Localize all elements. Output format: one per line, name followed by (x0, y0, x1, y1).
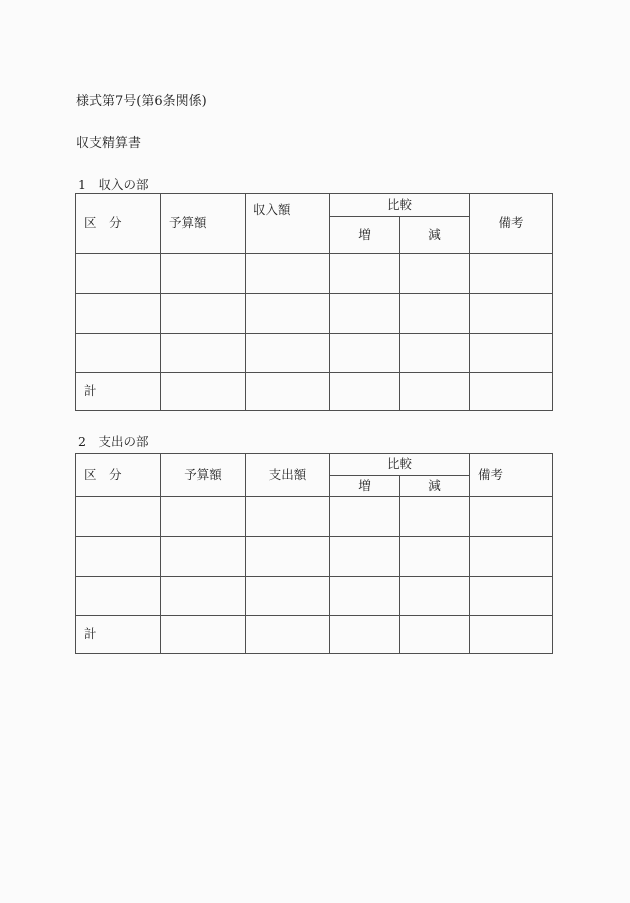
income-header-comparison: 比較 (330, 194, 470, 217)
income-header-decrease: 減 (400, 217, 470, 254)
empty-cell (246, 577, 330, 616)
income-header-budget: 予算額 (161, 194, 246, 254)
empty-cell (246, 294, 330, 334)
expense-header-remarks: 備考 (470, 454, 553, 497)
income-header-amount: 収入額 (246, 194, 330, 254)
empty-cell (76, 254, 161, 294)
empty-cell (470, 577, 553, 616)
income-total-label-cell: 計 (76, 373, 161, 411)
empty-cell (161, 577, 246, 616)
empty-cell (76, 537, 161, 577)
empty-cell (470, 373, 553, 411)
empty-cell (161, 254, 246, 294)
empty-cell (400, 497, 470, 537)
expense-total-label-cell: 計 (76, 616, 161, 654)
expense-empty-row (76, 537, 553, 577)
empty-cell (246, 497, 330, 537)
expense-header-decrease: 減 (400, 476, 470, 497)
empty-cell (161, 616, 246, 654)
expense-empty-row (76, 497, 553, 537)
income-table (75, 193, 553, 411)
expense-empty-row (76, 577, 553, 616)
empty-cell (76, 334, 161, 373)
expense-header-comparison: 比較 (330, 454, 470, 476)
empty-cell (76, 497, 161, 537)
empty-cell (470, 254, 553, 294)
empty-cell (470, 294, 553, 334)
expense-header-increase: 増 (330, 476, 400, 497)
empty-cell (330, 577, 400, 616)
expense-header-budget: 予算額 (161, 454, 246, 497)
income-header-remarks: 備考 (470, 194, 553, 254)
expense-header-amount: 支出額 (246, 454, 330, 497)
empty-cell (470, 537, 553, 577)
empty-cell (330, 294, 400, 334)
empty-cell (246, 373, 330, 411)
expense-section-label: 2 支出の部 (78, 434, 149, 449)
empty-cell (400, 373, 470, 411)
income-empty-row (76, 294, 553, 334)
form-number: 様式第7号(第6条関係) (76, 94, 207, 109)
empty-cell (400, 616, 470, 654)
empty-cell (470, 334, 553, 373)
empty-cell (400, 334, 470, 373)
document-title: 収支精算書 (76, 136, 142, 151)
empty-cell (246, 537, 330, 577)
empty-cell (76, 577, 161, 616)
expense-header-category: 区 分 (76, 454, 161, 497)
expense-header-row-1 (76, 454, 553, 476)
empty-cell (161, 497, 246, 537)
empty-cell (161, 334, 246, 373)
empty-cell (330, 497, 400, 537)
income-empty-row (76, 334, 553, 373)
expense-table (75, 453, 553, 654)
empty-cell (470, 616, 553, 654)
empty-cell (330, 254, 400, 294)
income-header-increase: 増 (330, 217, 400, 254)
empty-cell (246, 254, 330, 294)
income-section-label: 1 収入の部 (78, 177, 149, 192)
empty-cell (330, 537, 400, 577)
empty-cell (76, 294, 161, 334)
expense-total-row (76, 616, 553, 654)
income-header-row-1 (76, 194, 553, 217)
empty-cell (330, 616, 400, 654)
income-total-row (76, 373, 553, 411)
income-header-category: 区 分 (76, 194, 161, 254)
empty-cell (400, 537, 470, 577)
empty-cell (161, 537, 246, 577)
empty-cell (161, 373, 246, 411)
empty-cell (400, 577, 470, 616)
empty-cell (330, 373, 400, 411)
empty-cell (400, 294, 470, 334)
empty-cell (246, 334, 330, 373)
empty-cell (161, 294, 246, 334)
empty-cell (330, 334, 400, 373)
empty-cell (470, 497, 553, 537)
empty-cell (246, 616, 330, 654)
income-empty-row (76, 254, 553, 294)
empty-cell (400, 254, 470, 294)
